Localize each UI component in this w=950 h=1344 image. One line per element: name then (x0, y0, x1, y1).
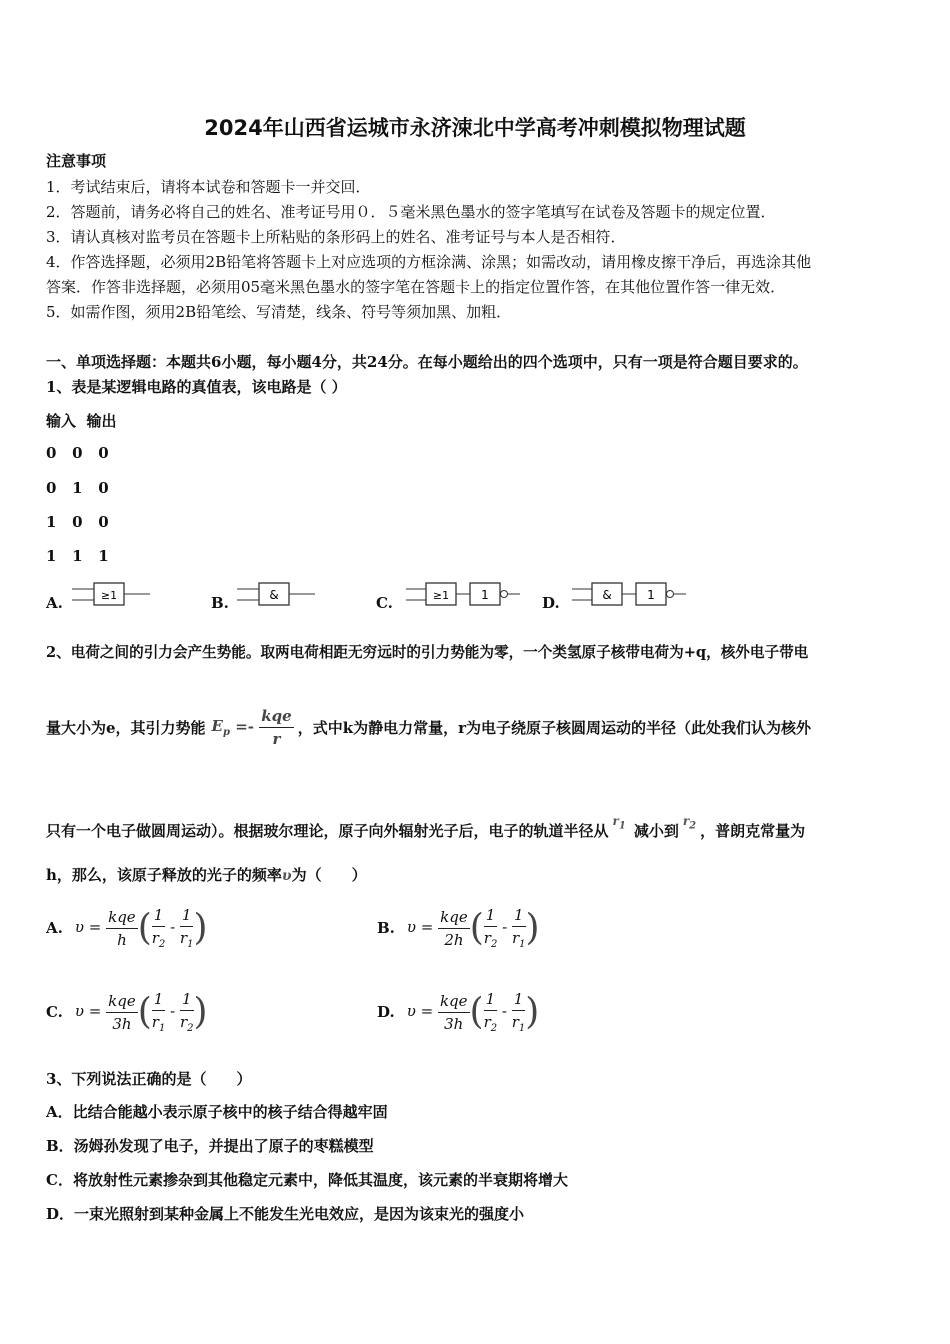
option-b[interactable]: B．汤姆孙发现了电子，并提出了原子的枣糕模型 (46, 1137, 374, 1155)
nu-symbol: υ (406, 1002, 416, 1020)
numerator: kqe (438, 992, 470, 1013)
text: ，式中k为静电力常量，r为电子绕原子核圆周运动的半径（此处我们认为核外 (297, 718, 811, 737)
question-2-line (46, 805, 805, 841)
denominator: 3h (444, 1014, 464, 1033)
option-a[interactable]: A．比结合能越小表示原子核中的核子结合得越牢固 (46, 1103, 388, 1121)
question-2-line (46, 702, 811, 752)
minus-sign: - (170, 918, 176, 936)
text: 量大小为e，其引力势能 (46, 718, 206, 737)
denominator: 2h (444, 930, 464, 949)
option-label: C. (46, 1003, 63, 1021)
fraction (259, 707, 293, 748)
notice-heading: 注意事项 (46, 152, 107, 170)
option-d[interactable] (377, 984, 539, 1040)
question-3-stem: 3、下列说法正确的是（ ） (46, 1070, 252, 1088)
notice-item: 3．请认真核对监考员在答题卡上所粘贴的条形码上的姓名、准考证号与本人是否相符． (46, 228, 626, 246)
numerator: 1 (484, 990, 498, 1011)
gate-label: & (602, 588, 612, 602)
frequency-formula: υ = $\frac{\text{kqe}}{3h}$ ( $\frac{1}{r_1}$ - $\frac{1}{r_2}$ ) (74, 990, 208, 1034)
notice-item: 答案．作答非选择题，必须用05毫米黑色墨水的签字笔在答题卡上的指定位置作答，在其他位置作答一律无效． (46, 278, 786, 296)
gate-label: 1 (481, 588, 489, 602)
numerator: kqe (259, 707, 293, 728)
text: ，普朗克常量为 (700, 822, 806, 840)
option-label: B. (211, 594, 229, 612)
denominator: h (117, 930, 127, 949)
logic-gate-options (46, 578, 906, 618)
ep-symbol: $E_p$ (211, 717, 230, 738)
frequency-formula: υ = $\frac{\text{kqe}}{2h}$ ( $\frac{1}{r_2}$ - $\frac{1}{r_1}$ ) (406, 906, 540, 950)
r2-symbol: $r_2$ (682, 813, 697, 831)
question-1-stem: 1、表是某逻辑电路的真值表，该电路是（ ） (46, 378, 347, 396)
denominator: 3h (112, 1014, 132, 1033)
option-label: A. (46, 919, 63, 937)
truth-table-row: 1 0 0 (46, 513, 109, 531)
numerator: 1 (152, 990, 166, 1011)
option-b[interactable] (377, 900, 540, 956)
numerator: 1 (512, 906, 526, 927)
nu-symbol: υ (74, 918, 84, 936)
option-label: A. (46, 594, 63, 612)
numerator: kqe (106, 908, 138, 929)
numerator: kqe (438, 908, 470, 929)
text: 为（ ） (291, 866, 367, 884)
option-label: D. (542, 594, 560, 612)
option-a[interactable] (46, 900, 208, 956)
truth-table-row: 0 1 0 (46, 479, 109, 497)
numerator: 1 (512, 990, 526, 1011)
numerator: kqe (106, 992, 138, 1013)
notice-item: 5．如需作图，须用2B铅笔绘、写清楚，线条、符号等须加黑、加粗． (46, 303, 512, 321)
minus-sign: - (502, 918, 508, 936)
gate-label: ≥1 (432, 589, 450, 602)
equals-sign: =- (235, 717, 255, 735)
page-title: 2024年山西省运城市永济涑北中学高考冲刺模拟物理试题 (204, 116, 746, 140)
potential-energy-formula (212, 707, 294, 748)
notice-item: 2．答题前，请务必将自己的姓名、准考证号用０．５毫米黑色墨水的签字笔填写在试卷及答题卡的规定位置． (46, 203, 776, 221)
gate-label: 1 (647, 588, 655, 602)
notice-item: 1．考试结束后，请将本试卷和答题卡一并交回． (46, 178, 371, 196)
minus-sign: - (501, 1002, 507, 1020)
and-gate-icon (237, 580, 317, 610)
truth-table-row: 1 1 1 (46, 547, 109, 565)
section-heading: 一、单项选择题：本题共6小题，每小题4分，共24分。在每小题给出的四个选项中，只有一项是符合题目要求的。 (46, 353, 808, 371)
or-gate-icon (72, 580, 152, 610)
option-label: B. (377, 919, 395, 937)
frequency-formula: υ = $\frac{\text{kqe}}{3h}$ ( $\frac{1}{r_2}$ - $\frac{1}{r_1}$ ) (406, 990, 540, 1034)
text: 只有一个电子做圆周运动）。根据玻尔理论，原子向外辐射光子后，电子的轨道半径从 (46, 822, 609, 840)
question-2-line (46, 864, 367, 885)
option-label: C. (376, 594, 393, 612)
text: h，那么，该原子释放的光子的频率 (46, 866, 282, 884)
nu-symbol: υ (406, 918, 417, 936)
nand-gate-icon (572, 580, 692, 610)
text: 减小到 (633, 822, 679, 840)
minus-sign: - (170, 1002, 176, 1020)
numerator: 1 (152, 906, 166, 927)
frequency-formula: υ = $\frac{\text{kqe}}{h}$ ( $\frac{1}{r_2}$ - $\frac{1}{r_1}$ ) (74, 906, 208, 950)
truth-table-header: 输入 输出 (46, 412, 117, 430)
option-label: D. (377, 1003, 395, 1021)
denominator: r (272, 729, 281, 748)
option-c[interactable]: C．将放射性元素掺杂到其他稳定元素中，降低其温度，该元素的半衰期将增大 (46, 1171, 568, 1189)
numerator: 1 (180, 990, 194, 1011)
gate-label: ≥1 (100, 589, 118, 602)
nu-symbol: υ (74, 1002, 85, 1020)
truth-table-row: 0 0 0 (46, 444, 109, 462)
nu-symbol: υ (281, 868, 292, 884)
notice-item: 4．作答选择题，必须用2B铅笔将答题卡上对应选项的方框涂满、涂黑；如需改动，请用橡皮擦干净后，再选涂其他 (46, 253, 812, 271)
option-c[interactable] (46, 984, 208, 1040)
gate-label: & (269, 588, 279, 602)
question-2-line: 2、电荷之间的引力会产生势能。取两电荷相距无穷远时的引力势能为零，一个类氢原子核带电荷为+q，核外电子带电 (46, 644, 809, 661)
option-d[interactable]: D．一束光照射到某种金属上不能发生光电效应，是因为该束光的强度小 (46, 1205, 525, 1223)
numerator: 1 (484, 906, 498, 927)
numerator: 1 (180, 906, 194, 927)
r1-symbol: $r_1$ (612, 813, 626, 831)
nor-gate-icon (406, 580, 526, 610)
